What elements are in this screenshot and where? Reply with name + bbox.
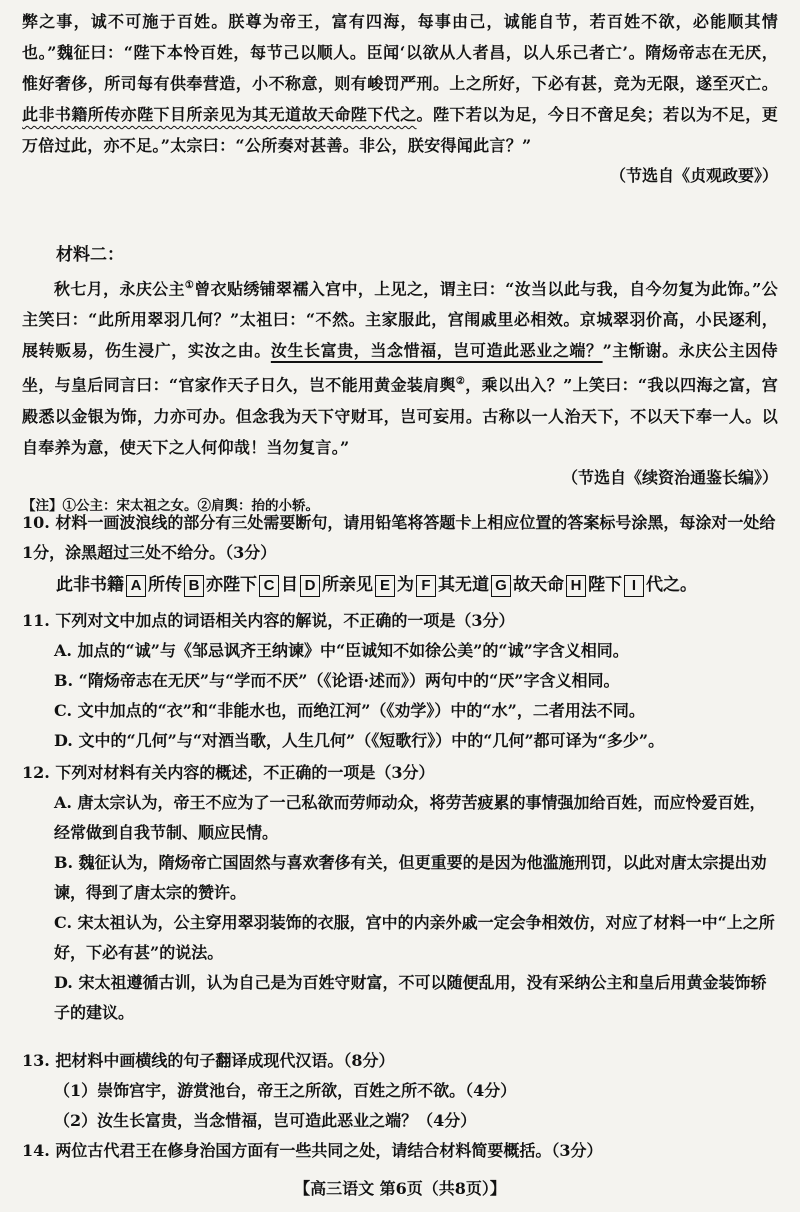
q12-option-b[interactable]: B. 魏征认为，隋炀帝亡国固然与喜欢奢侈有关，但更重要的是因为他滥施刑罚，以此对唐太宗提出劝谏，得到了唐太宗的赞许。 <box>54 853 767 902</box>
question-12 <box>22 758 778 1028</box>
material-two-text-a: 秋七月，永庆公主 <box>54 279 185 299</box>
material-two-text <box>22 270 778 463</box>
material-one-source: （节选自《贞观政要》） <box>609 166 778 185</box>
break-box-h[interactable]: H <box>566 575 586 597</box>
q13-stem: 13. 把材料中画横线的句子翻译成现代汉语。（8分） <box>22 1051 395 1070</box>
q12-option-d[interactable]: D. 宋太祖遵循古训，认为自己是为百姓守财富，不可以随便乱用，没有采纳公主和皇后用黄金装饰轿子的建议。 <box>54 973 767 1022</box>
material-two-text-d: ，乘以出入？”上笑曰：“我以四海之富，宫殿悉以金银为饰，力亦可办。但念我为天下守财耳，岂可妄用。古称以一人治天下，不以天下奉一人。以自奉养为意，使天下之人何仰哉！当勿复言。” <box>22 375 778 457</box>
note-ref-1: ① <box>184 280 195 291</box>
break-box-f[interactable]: F <box>416 575 436 597</box>
material-two-heading: 材料二： <box>56 245 124 265</box>
material-one-text-a: 弊之事，诚不可施于百姓。朕尊为帝王，富有四海，每事由己，诚能自节，若百姓不欲，必能顺其情也。”魏征曰：“陛下本怜百姓，每节己以顺人。臣闻‘以欲从人者昌，以人乐己者亡’。隋炀帝志在无厌，惟好奢侈，所司每有供奉营造，小不称意，则有峻罚严刑。上之所好，下必有甚，竞为无限，遂至灭亡。 <box>22 12 778 93</box>
break-box-e[interactable]: E <box>375 575 395 597</box>
q10-seg: 其无道 <box>438 575 489 595</box>
material-two-text-c: ”主惭谢。永庆公主因侍坐，与皇后同言曰：“官家作天子日久，岂不能用黄金装肩舆 <box>22 341 778 395</box>
q10-seg: 代之。 <box>646 575 697 595</box>
q12-option-c[interactable]: C. 宋太祖认为，公主穿用翠羽装饰的衣服，宫中的内亲外戚一定会争相效仿，对应了材料一中“上之所好，下必有甚”的说法。 <box>54 913 775 962</box>
material-two <box>22 240 778 519</box>
break-box-b[interactable]: B <box>184 575 204 597</box>
q13-sentence-2: （2）汝生长富贵，当念惜福，岂可造此恶业之端？（4分） <box>54 1111 477 1130</box>
material-one <box>22 6 778 191</box>
page-footer: 【高三语文 第6页（共8页）】 <box>294 1179 506 1198</box>
q10-seg: 目 <box>281 575 298 595</box>
q10-seg: 所亲见 <box>322 575 373 595</box>
q11-option-a[interactable]: A. 加点的“诚”与《邹忌讽齐王纳谏》中“臣诚知不如徐公美”的“诚”字含义相同。 <box>54 641 629 660</box>
q10-seg: 亦陛下 <box>206 575 257 595</box>
material-two-text-b: 曾衣贴绣铺翠襦入宫中，上见之，谓主曰：“汝当以此与我，自今勿复为此饰。”公主笑曰：“此所用翠羽几何？”太祖曰：“不然。主家服此，宫闱戚里必相效。京城翠羽价高，小民逐利，展转贩易，伤生浸广，实汝之由。 <box>22 279 778 361</box>
q10-sentence <box>22 568 778 602</box>
break-box-g[interactable]: G <box>491 575 511 597</box>
q11-option-c[interactable]: C. 文中加点的“衣”和“非能水也，而绝江河”（《劝学》）中的“水”，二者用法不同。 <box>54 701 645 720</box>
q11-stem: 11. 下列对文中加点的词语相关内容的解说，不正确的一项是（3分） <box>22 611 515 630</box>
q12-option-a[interactable]: A. 唐太宗认为，帝王不应为了一己私欲而劳师动众，将劳苦疲累的事情强加给百姓，而应怜爱百姓，经常做到自我节制、顺应民情。 <box>54 793 766 842</box>
question-10 <box>22 508 778 602</box>
annotation-note: 【注】①公主：宋太祖之女。②肩舆：抬的小轿。 <box>22 497 319 514</box>
question-11 <box>22 606 778 756</box>
material-two-source: （节选自《续资治通鉴长编》） <box>561 467 778 487</box>
break-box-i[interactable]: I <box>624 575 644 597</box>
question-14 <box>22 1136 778 1166</box>
material-one-text-b: 。陛下若以为足，今日不啻足矣；若以为不足，更万倍过此，亦不足。”太宗曰：“公所奏对甚善。非公，朕安得闻此言？” <box>22 105 779 155</box>
q10-seg: 此非书籍 <box>56 575 124 595</box>
q14-stem: 14. 两位古代君王在修身治国方面有一些共同之处，请结合材料简要概括。（3分） <box>22 1141 603 1160</box>
q12-stem: 12. 下列对材料有关内容的概述，不正确的一项是（3分） <box>22 763 435 782</box>
break-box-c[interactable]: C <box>259 575 279 597</box>
wavy-underlined-sentence: 此非书籍所传亦陛下目所亲见为其无道故天命陛下代之 <box>22 105 417 124</box>
q11-option-d[interactable]: D. 文中的“几何”与“对酒当歌，人生几何”（《短歌行》）中的“几何”都可译为“多少”。 <box>54 731 665 750</box>
break-box-d[interactable]: D <box>300 575 320 597</box>
q10-seg: 陛下 <box>588 575 622 595</box>
q10-seg: 故天命 <box>513 575 564 595</box>
q10-stem: 10. 材料一画波浪线的部分有三处需要断句，请用铅笔将答题卡上相应位置的答案标号涂黑，每涂对一处给1分，涂黑超过三处不给分。（3分） <box>22 513 776 562</box>
q10-seg: 为 <box>397 575 414 595</box>
material-one-text <box>22 6 778 161</box>
q13-sentence-1: （1）崇饰宫宇，游赏池台，帝王之所欲，百姓之所不欲。（4分） <box>54 1081 517 1100</box>
q10-seg: 所传 <box>148 575 182 595</box>
underlined-sentence: 汝生长富贵，当念惜福，岂可造此恶业之端？ <box>270 341 603 361</box>
q11-option-b[interactable]: B. “隋炀帝志在无厌”与“学而不厌”（《论语·述而》）两句中的“厌”字含义相同。 <box>54 671 620 690</box>
break-box-a[interactable]: A <box>126 575 146 597</box>
question-13 <box>22 1046 778 1136</box>
note-ref-2: ② <box>455 376 466 388</box>
